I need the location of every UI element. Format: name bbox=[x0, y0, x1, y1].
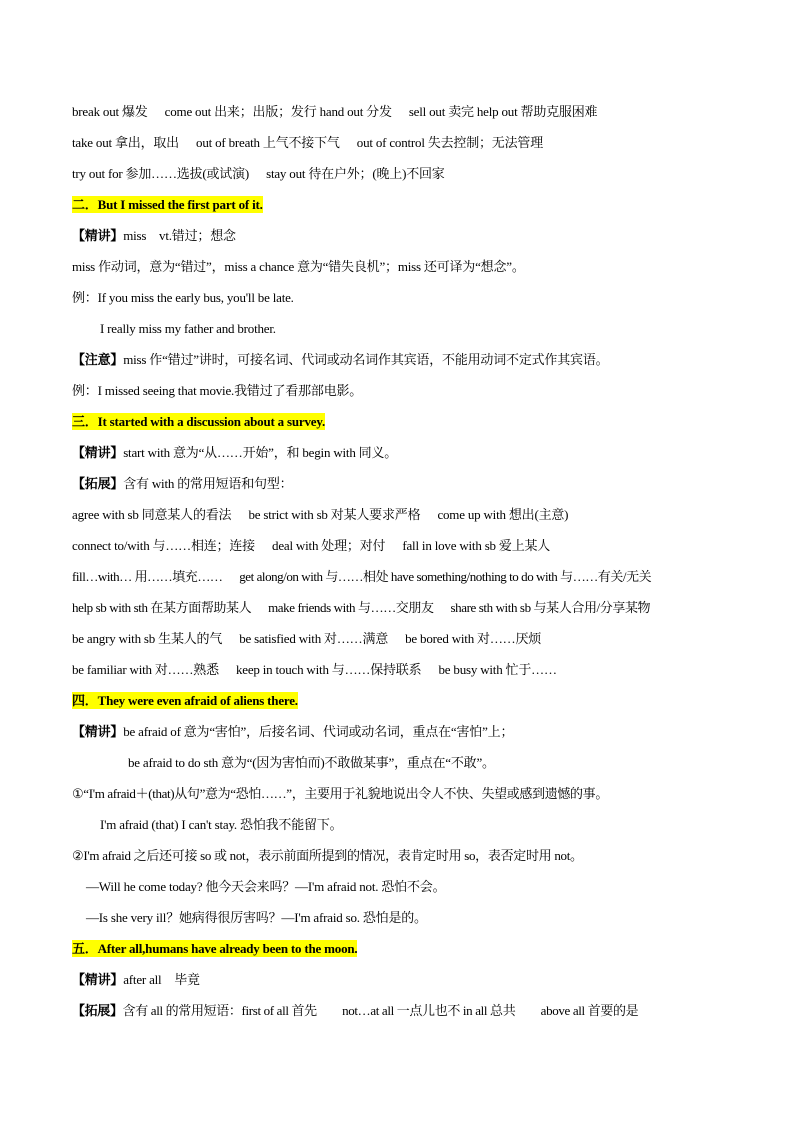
phrase-line-2 bbox=[72, 127, 752, 158]
section-2-desc: miss 作动词，意为“错过”，miss a chance 意为“错失良机”；miss 还可译为“想念”。 bbox=[72, 259, 525, 274]
section-2-note bbox=[72, 344, 752, 375]
tuozhan-text: 含有 all 的常用短语：first of all 首先 not…at all 一点儿也不 in all 总共 above all 首要的是 bbox=[122, 1003, 639, 1018]
phrase: come out 出来；出版；发行 hand out 分发 bbox=[164, 104, 392, 119]
note-tag: 【注意】 bbox=[72, 352, 124, 367]
tuozhan-tag: 【拓展】 bbox=[72, 476, 124, 491]
section-2-example-1: 例：If you miss the early bus, you'll be late. bbox=[72, 290, 294, 305]
section-2-title-line bbox=[72, 189, 752, 220]
with-phrases-row-4 bbox=[72, 592, 752, 623]
section-2-jingjiang bbox=[72, 220, 752, 251]
section-5-title: 五．After all,humans have already been to the moon. bbox=[72, 941, 358, 956]
with-phrases-row-6 bbox=[72, 654, 752, 685]
section-3-tuozhan bbox=[72, 468, 752, 499]
section-2-example-2: I really miss my father and brother. bbox=[100, 321, 276, 336]
phrase: be satisfied with 对……满意 bbox=[239, 631, 389, 646]
section-2-example-3: 例：I missed seeing that movie.我错过了看那部电影。 bbox=[72, 383, 363, 398]
section-4-point-1-example: I'm afraid (that) I can't stay. 恐怕我不能留下。 bbox=[100, 817, 343, 832]
with-phrases-row-5 bbox=[72, 623, 752, 654]
phrase: agree with sb 同意某人的看法 bbox=[72, 507, 232, 522]
section-4-jingjiang-2: be afraid to do sth 意为“(因为害怕而)不敢做某事”，重点在“不敢”。 bbox=[128, 755, 495, 770]
jingjiang-tag: 【精讲】 bbox=[72, 445, 124, 460]
section-4-jingjiang bbox=[72, 716, 752, 747]
with-phrases-row-3 bbox=[72, 561, 752, 592]
phrase: deal with 处理；对付 bbox=[272, 538, 386, 553]
phrase: out of breath 上气不接下气 bbox=[196, 135, 340, 150]
section-3-title-line bbox=[72, 406, 752, 437]
section-4-point-1: ①“I'm afraid＋(that)从句”意为“恐怕……”，主要用于礼貌地说出令人不快、失望或感到遗憾的事。 bbox=[72, 786, 608, 801]
jingjiang-text: miss vt.错过；想念 bbox=[123, 228, 236, 243]
phrase: keep in touch with 与……保持联系 bbox=[235, 662, 422, 677]
section-4-point-2-example-1: —Will he come today? 他今天会来吗？—I'm afraid not. 恐怕不会。 bbox=[86, 879, 446, 894]
phrase: make friends with 与……交朋友 bbox=[268, 600, 434, 615]
phrase: be familiar with 对……熟悉 bbox=[72, 662, 219, 677]
jingjiang-text: start with 意为“从……开始”，和 begin with 同义。 bbox=[123, 445, 398, 460]
document-page bbox=[72, 96, 752, 1026]
phrase-line-3 bbox=[72, 158, 752, 189]
jingjiang-tag: 【精讲】 bbox=[72, 724, 124, 739]
jingjiang-text: after all 毕竟 bbox=[123, 972, 200, 987]
phrase: come up with 想出(主意) bbox=[437, 507, 569, 522]
phrase: fall in love with sb 爱上某人 bbox=[402, 538, 551, 553]
phrase: be angry with sb 生某人的气 bbox=[72, 631, 223, 646]
phrase: out of control 失去控制；无法管理 bbox=[356, 135, 543, 150]
jingjiang-text: be afraid of 意为“害怕”，后接名词、代词或动名词，重点在“害怕”上； bbox=[123, 724, 514, 739]
note-text: miss 作“错过”讲时，可接名词、代词或动名词作其宾语，不能用动词不定式作其宾语。 bbox=[123, 352, 609, 367]
phrase: fill…with… 用……填充…… bbox=[72, 569, 223, 584]
section-5-tuozhan bbox=[72, 995, 752, 1026]
phrase: be bored with 对……厌烦 bbox=[405, 631, 542, 646]
section-5-jingjiang bbox=[72, 964, 752, 995]
jingjiang-tag: 【精讲】 bbox=[72, 972, 124, 987]
section-5-title-line bbox=[72, 933, 752, 964]
section-4-title-line bbox=[72, 685, 752, 716]
section-3-title: 三．It started with a discussion about a survey. bbox=[72, 414, 325, 429]
section-3-jingjiang bbox=[72, 437, 752, 468]
tuozhan-text: 含有 with 的常用短语和句型： bbox=[123, 476, 293, 491]
phrase-line-1 bbox=[72, 96, 752, 127]
phrase: connect to/with 与……相连；连接 bbox=[72, 538, 255, 553]
with-phrases-row-2 bbox=[72, 530, 752, 561]
phrase: take out 拿出，取出 bbox=[72, 135, 179, 150]
phrase: stay out 待在户外；(晚上)不回家 bbox=[266, 166, 445, 181]
section-4-point-2: ②I'm afraid 之后还可接 so 或 not，表示前面所提到的情况，表肯定时用 so，表否定时用 not。 bbox=[72, 848, 583, 863]
section-2-title: 二．But I missed the first part of it. bbox=[72, 197, 263, 212]
phrase: be busy with 忙于…… bbox=[438, 662, 557, 677]
phrase: share sth with sb 与某人合用/分享某物 bbox=[450, 600, 651, 615]
section-4-point-2-example-2: —Is she very ill？她病得很厉害吗？—I'm afraid so. 恐怕是的。 bbox=[86, 910, 427, 925]
phrase: get along/on with 与……相处 have something/nothing to do with 与……有关/无关 bbox=[239, 569, 652, 584]
with-phrases-row-1 bbox=[72, 499, 752, 530]
phrase: help sb with sth 在某方面帮助某人 bbox=[72, 600, 252, 615]
jingjiang-tag: 【精讲】 bbox=[72, 228, 124, 243]
phrase: be strict with sb 对某人要求严格 bbox=[248, 507, 421, 522]
section-4-title: 四．They were even afraid of aliens there. bbox=[72, 693, 298, 708]
phrase: break out 爆发 bbox=[72, 104, 148, 119]
phrase: try out for 参加……选拔(或试演) bbox=[72, 166, 250, 181]
tuozhan-tag: 【拓展】 bbox=[72, 1003, 123, 1018]
phrase: sell out 卖完 help out 帮助克服困难 bbox=[408, 104, 598, 119]
